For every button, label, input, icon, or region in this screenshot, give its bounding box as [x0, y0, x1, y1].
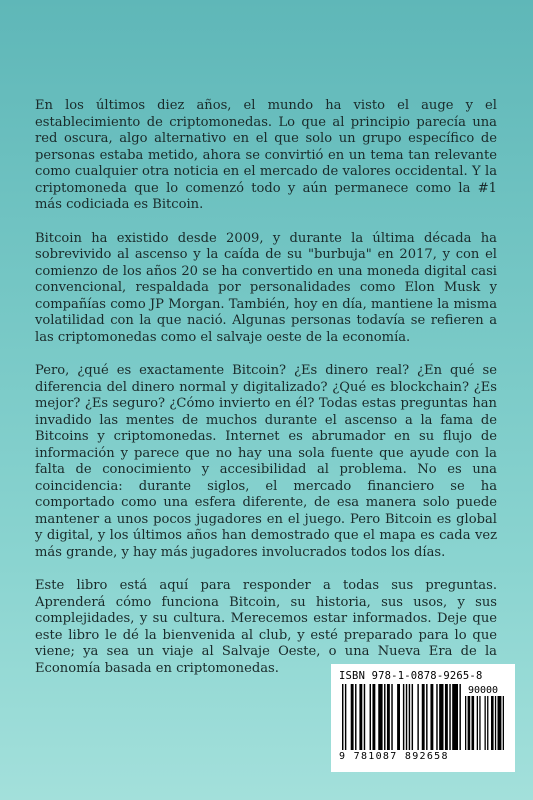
barcode-bar [491, 696, 494, 750]
ean-barcode-graphic [339, 684, 461, 752]
barcode-bar [355, 684, 356, 750]
barcode-bar [422, 684, 425, 750]
isbn-barcode [331, 664, 515, 772]
blurb-paragraph-2: Bitcoin ha existido desde 2009, y durante la última década ha sobrevivido al ascenso y la caída de su "burbuja" en 2017, y con el comienzo de los años 20 se ha convertido en una moneda digital casi convencional, respaldada por personalidades como Elon Musk y compañías como JP Morgan. También, hoy en día, mantiene la misma volatilidad con la que nació. Algunas personas todavía se refieren a las criptomonedas como el salvaje oeste de la economía. [35, 230, 497, 345]
blurb-paragraph-3: Pero, ¿qué es exactamente Bitcoin? ¿Es dinero real? ¿En qué se diferencia del dinero normal y digitalizado? ¿Qué es blockchain? ¿Es mejor? ¿Es seguro? ¿Cómo invierto en él? Todas estas preguntas han invadido las mentes de muchos durante el ascenso a la fama de Bitcoins y criptomonedas. Internet es abrumador en su flujo de información y parece que no hay una sola fuente que ayude con la falta de conocimiento y accesibilidad al problema. No es una coincidencia: durante siglos, el mercado financiero se ha comportado como una esfera diferente, de esa manera solo puede mantener a unos pocos jugadores en el juego. Pero Bitcoin es global y digital, y los últimos años han demostrado que el mapa es cada vez más grande, y hay más jugadores involucrados todos los días. [35, 363, 497, 560]
barcode-bar [364, 684, 365, 750]
barcode-bar [359, 684, 362, 750]
barcode-bar [495, 696, 496, 750]
barcode-bar [372, 684, 375, 750]
ean-digits: 9 781087 892658 [339, 751, 449, 762]
barcode-bar [397, 684, 400, 750]
barcode-bar [378, 684, 382, 750]
isbn-label: ISBN 978-1-0878-9265-8 [339, 670, 483, 682]
barcode-bar [387, 684, 390, 750]
blurb-text [35, 98, 497, 694]
barcode-bar [426, 684, 427, 750]
barcode-bar [406, 684, 407, 750]
barcode-bar [445, 684, 448, 750]
price-addon-barcode-graphic [461, 684, 505, 752]
barcode-bar [477, 696, 478, 750]
barcode-bars [339, 684, 507, 752]
barcode-bar [417, 684, 418, 750]
barcode-bar [403, 684, 404, 750]
barcode-bar [412, 684, 413, 750]
barcode-bar [436, 684, 437, 750]
barcode-bar [452, 684, 458, 750]
blurb-paragraph-4: Este libro está aquí para responder a todas sus preguntas. Aprenderá cómo funciona Bitcoin, su historia, sus usos, y sus complejidades, y su cultura. Merecemos estar informados. Deje que este libro le dé la bienvenida al club, y esté preparado para lo que viene; ya sea un viaje al Salvaje Oeste, o una Nueva Era de la Economía basada en criptomonedas. [35, 578, 497, 676]
barcode-bar [498, 696, 502, 750]
barcode-bar [468, 696, 471, 750]
barcode-bar [342, 684, 343, 750]
barcode-bar [472, 696, 475, 750]
blurb-paragraph-1: En los últimos diez años, el mundo ha visto el auge y el establecimiento de criptomonedas. Lo que al principio parecía una red oscura, algo alternativo en el que solo un grupo específico de personas estaba metido, ahora se convirtió en un tema tan relevante como cualquier otra noticia en el mercado de valores occidental. Y la criptomoneda que lo comenzó todo y aún permanece como la #1 más codiciada es Bitcoin. [35, 98, 497, 212]
barcode-bar [503, 696, 504, 750]
barcode-bar [430, 684, 433, 750]
barcode-bar [409, 684, 410, 750]
barcode-bar [345, 684, 346, 750]
barcode-bar [351, 684, 354, 750]
barcode-bar [487, 696, 488, 750]
barcode-bar [391, 684, 392, 750]
barcode-bar [465, 696, 466, 750]
barcode-bar [449, 684, 450, 750]
barcode-bar [370, 684, 371, 750]
barcode-bar [384, 684, 385, 750]
barcode-bar [485, 696, 486, 750]
price-code: 90000 [467, 685, 499, 696]
barcode-bar [439, 684, 443, 750]
barcode-bar [479, 696, 480, 750]
